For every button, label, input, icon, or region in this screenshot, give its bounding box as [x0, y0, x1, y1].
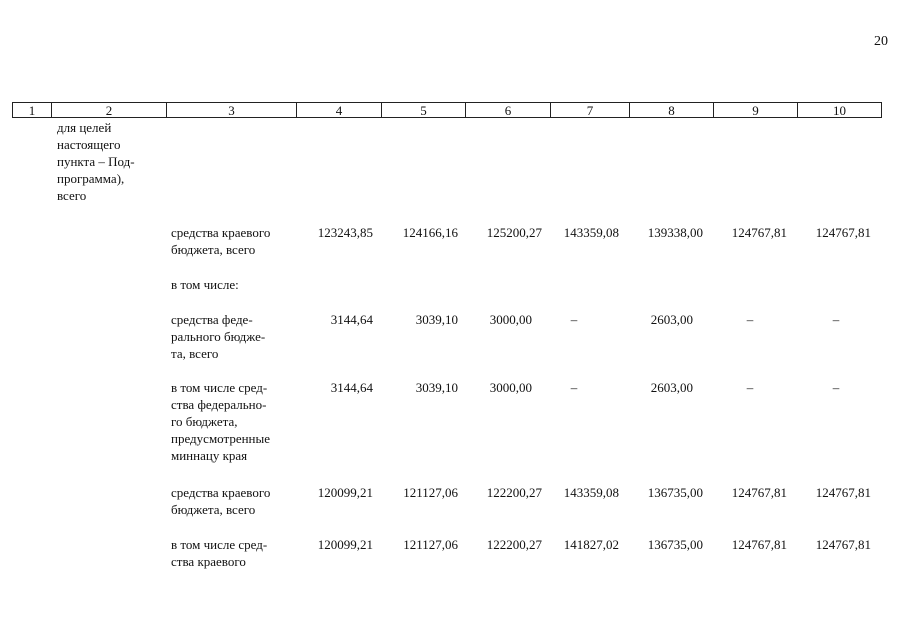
page-number: 20: [874, 34, 888, 49]
row-label-line: в том числе сред-: [171, 537, 268, 552]
row-label-line: го бюджета,: [171, 414, 238, 429]
row-label-line: средства краевого: [171, 485, 271, 500]
cell-value: 143359,08: [563, 225, 619, 240]
header-col-10: 10: [797, 103, 881, 117]
header-col-7: 7: [550, 103, 629, 117]
header-col-5: 5: [381, 103, 465, 117]
cell-value: 2603,00: [650, 380, 693, 395]
col2-text: [57, 119, 159, 204]
cell-value: –: [746, 312, 754, 327]
row-label-line: бюджета, всего: [171, 502, 256, 517]
header-col-9: 9: [713, 103, 797, 117]
cell-value: 120099,21: [317, 537, 373, 552]
row-label-line: та, всего: [171, 346, 219, 361]
row-label-line: в том числе сред-: [171, 380, 268, 395]
row-label: [171, 379, 291, 464]
cell-value: –: [746, 380, 754, 395]
cell-value: 2603,00: [650, 312, 693, 327]
row-label: [171, 311, 291, 362]
cell-value: 120099,21: [317, 485, 373, 500]
cell-value: 3000,00: [489, 380, 532, 395]
header-col-2: 2: [51, 103, 166, 117]
cell-value: 124767,81: [815, 485, 871, 500]
cell-value: 3144,64: [330, 380, 373, 395]
cell-value: 121127,06: [403, 485, 458, 500]
cell-value: –: [832, 380, 840, 395]
cell-value: 124166,16: [402, 225, 458, 240]
header-col-1: 1: [28, 103, 36, 118]
row-label-line: средства феде-: [171, 312, 253, 327]
row-label: [171, 536, 291, 570]
row-label: [171, 224, 291, 258]
header-col-6: 6: [465, 103, 550, 117]
cell-value: 124767,81: [731, 485, 787, 500]
cell-value: 122200,27: [486, 485, 542, 500]
col2-line: настоящего: [57, 137, 121, 152]
cell-value: 124767,81: [731, 225, 787, 240]
cell-value: 3144,64: [330, 312, 373, 327]
col2-line: пункта – Под-: [57, 154, 135, 169]
cell-value: 3039,10: [415, 312, 458, 327]
row-label: [171, 276, 291, 293]
cell-value: 143359,08: [563, 485, 619, 500]
table-header-row: [12, 102, 882, 118]
row-label-line: предусмотренные: [171, 431, 271, 446]
header-col-8: 8: [629, 103, 713, 117]
row-label-line: рального бюдже-: [171, 329, 266, 344]
cell-value: 124767,81: [731, 537, 787, 552]
cell-value: 125200,27: [486, 225, 542, 240]
row-label-line: ства краевого: [171, 554, 246, 569]
row-label-line: средства краевого: [171, 225, 271, 240]
cell-value: 141827,02: [563, 537, 619, 552]
row-label-line: миннацу края: [171, 448, 248, 463]
cell-value: 124767,81: [815, 225, 871, 240]
row-label-line: в том числе:: [171, 277, 239, 292]
cell-value: 123243,85: [317, 225, 373, 240]
cell-value: 139338,00: [647, 225, 703, 240]
header-col-3: 3: [166, 103, 296, 117]
cell-value: 136735,00: [647, 537, 703, 552]
cell-value: –: [570, 312, 578, 327]
cell-value: 124767,81: [815, 537, 871, 552]
col2-line: программа),: [57, 171, 125, 186]
col2-line: для целей: [57, 120, 112, 135]
cell-value: 136735,00: [647, 485, 703, 500]
row-label-line: ства федерально-: [171, 397, 267, 412]
cell-value: 121127,06: [403, 537, 458, 552]
cell-value: 3000,00: [489, 312, 532, 327]
cell-value: 122200,27: [486, 537, 542, 552]
header-col-4: 4: [296, 103, 381, 117]
row-label-line: бюджета, всего: [171, 242, 256, 257]
cell-value: –: [832, 312, 840, 327]
cell-value: –: [570, 380, 578, 395]
row-label: [171, 484, 291, 518]
col2-line: всего: [57, 188, 87, 203]
cell-value: 3039,10: [415, 380, 458, 395]
